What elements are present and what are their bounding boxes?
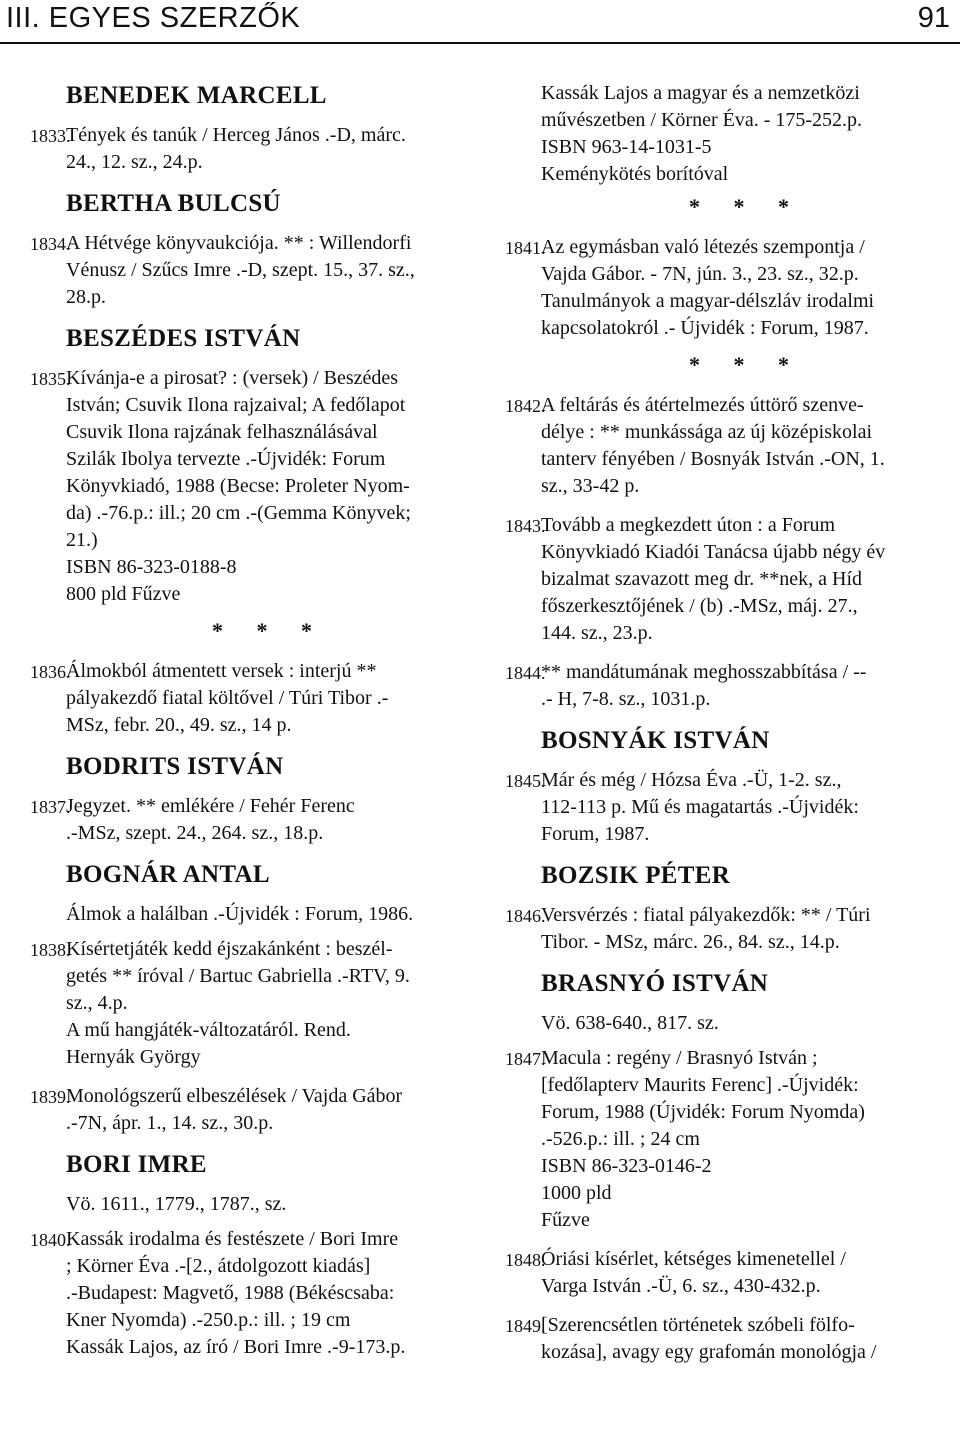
text-line: Fűzve: [541, 1209, 590, 1231]
text-line: sz., 33-42 p.: [541, 475, 640, 497]
text-line: sz., 4.p.: [66, 992, 128, 1014]
text-line: délye : ** munkássága az új középiskolai: [541, 421, 873, 443]
section-separator: * * *: [212, 618, 326, 643]
author-heading: BOSNYÁK ISTVÁN: [541, 727, 770, 754]
entry-1846: [505, 902, 951, 956]
text-line: 1000 pld: [541, 1182, 612, 1204]
text-line: Forum, 1987.: [541, 823, 650, 845]
text-line: ISBN 86-323-0188-8: [66, 556, 237, 578]
entry-1840: [30, 1226, 472, 1361]
author-note: Álmok a halálban .-Újvidék : Forum, 1986.: [66, 903, 414, 925]
text-line: kapcsolatokról .- Újvidék : Forum, 1987.: [541, 317, 869, 339]
text-line: A mű hangjáték-változatáról. Rend.: [66, 1019, 351, 1041]
entry-text: [66, 936, 472, 1071]
entry-1834: [30, 230, 472, 311]
text-line: kozása], avagy egy grafomán monológja /: [541, 1341, 877, 1363]
page-number: 91: [917, 2, 950, 34]
entry-text: [541, 512, 951, 647]
running-head: III. EGYES SZERZŐK: [6, 2, 301, 34]
entry-1848: [505, 1246, 951, 1300]
entry-text: [66, 365, 472, 608]
text-line: Csuvik Ilona rajzának felhasználásával: [66, 421, 378, 443]
text-line: Varga István .-Ü, 6. sz., 430-432.p.: [541, 1275, 821, 1297]
entry-1844: [505, 659, 951, 713]
text-line: főszerkesztőjének / (b) .-MSz, máj. 27.,: [541, 595, 858, 617]
text-line: [Szerencsétlen történetek szóbeli fölfo-: [541, 1314, 855, 1336]
page-header: [0, 0, 960, 46]
text-line: Versvérzés : fiatal pályakezdők: ** / Túri: [541, 904, 871, 926]
author-heading: BOZSIK PÉTER: [541, 862, 731, 889]
text-line: Vénusz / Szűcs Imre .-D, szept. 15., 37. sz.,: [66, 259, 415, 281]
author-note: Vö. 638-640., 817. sz.: [541, 1012, 719, 1034]
entry-1849: [505, 1312, 951, 1366]
entry-number: 1846.: [505, 906, 546, 926]
header-rule: [0, 42, 960, 44]
text-line: .-526.p.: ill. ; 24 cm: [541, 1128, 700, 1150]
text-line: Forum, 1988 (Újvidék: Forum Nyomda): [541, 1101, 865, 1123]
text-line: MSz, febr. 20., 49. sz., 14 p.: [66, 714, 292, 736]
entry-text: [541, 902, 951, 956]
text-line: Kassák Lajos a magyar és a nemzetközi: [541, 82, 860, 104]
entry-number: 1838.: [30, 940, 71, 960]
entry-text: [66, 793, 472, 847]
text-line: Tanulmányok a magyar-délszláv irodalmi: [541, 290, 875, 312]
entry-1845: [505, 767, 951, 848]
text-line: 144. sz., 23.p.: [541, 622, 653, 644]
entry-text: [541, 234, 951, 342]
author-heading: BORI IMRE: [66, 1151, 207, 1178]
entry-number: 1848.: [505, 1250, 546, 1270]
text-line: .-MSz, szept. 24., 264. sz., 18.p.: [66, 822, 324, 844]
entry-number: 1842.: [505, 396, 546, 416]
text-line: Könyvkiadó, 1988 (Becse: Proleter Nyom-: [66, 475, 410, 497]
entry-text: [541, 659, 951, 713]
text-line: Jegyzet. ** emlékére / Fehér Ferenc: [66, 795, 355, 817]
entry-1847: [505, 1045, 951, 1234]
author-heading: BESZÉDES ISTVÁN: [66, 325, 301, 352]
left-column: [30, 80, 472, 1373]
text-line: ISBN 963-14-1031-5: [541, 136, 712, 158]
entry-text: [541, 767, 951, 848]
text-line: .-Budapest: Magvető, 1988 (Békéscsaba:: [66, 1282, 395, 1304]
text-line: getés ** íróval / Bartuc Gabriella .-RTV, 9.: [66, 965, 410, 987]
entry-text: [66, 1083, 472, 1137]
text-line: Keménykötés borítóval: [541, 163, 729, 185]
entry-1836: [30, 658, 472, 739]
entry-continuation: [541, 80, 951, 188]
entry-text: [541, 1246, 951, 1300]
text-line: Az egymásban való létezés szempontja /: [541, 236, 865, 258]
entry-1843: [505, 512, 951, 647]
right-column: [505, 80, 951, 1378]
text-line: A Hétvége könyvaukciója. ** : Willendorfi: [66, 232, 412, 254]
section-separator: * * *: [689, 194, 803, 219]
entry-number: 1840.: [30, 1230, 71, 1250]
text-line: Kísértetjáték kedd éjszakánként : beszél-: [66, 938, 393, 960]
entry-number: 1844.: [505, 663, 546, 683]
entry-number: 1841.: [505, 238, 546, 258]
text-line: .-7N, ápr. 1., 14. sz., 30.p.: [66, 1112, 274, 1134]
text-line: 800 pld Fűzve: [66, 583, 181, 605]
text-line: Hernyák György: [66, 1046, 201, 1068]
text-line: [fedőlapterv Maurits Ferenc] .-Újvidék:: [541, 1074, 859, 1096]
text-line: ** mandátumának meghosszabbítása / --: [541, 661, 867, 683]
text-line: Könyvkiadó Kiadói Tanácsa újabb négy év: [541, 541, 886, 563]
entry-text: [541, 392, 951, 500]
entry-1835: [30, 365, 472, 608]
entry-text: [66, 230, 472, 311]
text-line: Álmokból átmentett versek : interjú **: [66, 660, 377, 682]
text-line: A feltárás és átértelmezés úttörő szenve-: [541, 394, 864, 416]
text-line: 21.): [66, 529, 98, 551]
text-line: István; Csuvik Ilona rajzaival; A fedőlapot: [66, 394, 406, 416]
text-line: bizalmat szavazott meg dr. **nek, a Híd: [541, 568, 863, 590]
entry-number: 1849.: [505, 1316, 546, 1336]
entry-text: [66, 122, 472, 176]
text-line: ISBN 86-323-0146-2: [541, 1155, 712, 1177]
author-heading: BERTHA BULCSÚ: [66, 190, 281, 217]
text-line: Tovább a megkezdett úton : a Forum: [541, 514, 836, 536]
entry-number: 1833.: [30, 126, 71, 146]
entry-text: [66, 1226, 472, 1361]
entry-1833: [30, 122, 472, 176]
text-line: da) .-76.p.: ill.; 20 cm .-(Gemma Könyvek;: [66, 502, 411, 524]
entry-text: [541, 1312, 951, 1366]
text-line: 28.p.: [66, 286, 106, 308]
text-line: Macula : regény / Brasnyó István ;: [541, 1047, 818, 1069]
text-line: Óriási kísérlet, kétséges kimenetellel /: [541, 1248, 846, 1270]
text-line: Vajda Gábor. - 7N, jún. 3., 23. sz., 32.p.: [541, 263, 859, 285]
text-line: Kner Nyomda) .-250.p.: ill. ; 19 cm: [66, 1309, 351, 1331]
text-line: Monológszerű elbeszélések / Vajda Gábor: [66, 1085, 403, 1107]
text-line: tanterv fényében / Bosnyák István .-ON, 1.: [541, 448, 885, 470]
author-heading: BENEDEK MARCELL: [66, 82, 327, 109]
text-line: .- H, 7-8. sz., 1031.p.: [541, 688, 711, 710]
text-line: 112-113 p. Mű és magatartás .-Újvidék:: [541, 796, 859, 818]
text-line: pályakezdő fiatal költővel / Túri Tibor .-: [66, 687, 389, 709]
text-line: Kassák Lajos, az író / Bori Imre .-9-173.p.: [66, 1336, 406, 1358]
entry-text: [66, 658, 472, 739]
author-heading: BOGNÁR ANTAL: [66, 861, 270, 888]
text-line: Kassák irodalma és festészete / Bori Imre: [66, 1228, 399, 1250]
entry-number: 1845.: [505, 771, 546, 791]
text-line: művészetben / Körner Éva. - 175-252.p.: [541, 109, 863, 131]
entry-number: 1836.: [30, 662, 71, 682]
entry-1841: [505, 234, 951, 342]
text-line: Tények és tanúk / Herceg János .-D, márc.: [66, 124, 406, 146]
entry-number: 1843.: [505, 516, 546, 536]
text-line: Tibor. - MSz, márc. 26., 84. sz., 14.p.: [541, 931, 840, 953]
text-line: ; Körner Éva .-[2., átdolgozott kiadás]: [66, 1255, 371, 1277]
entry-number: 1834.: [30, 234, 71, 254]
author-heading: BRASNYÓ ISTVÁN: [541, 970, 769, 997]
entry-text: [541, 1045, 951, 1234]
text-line: Már és még / Hózsa Éva .-Ü, 1-2. sz.,: [541, 769, 842, 791]
text-line: Szilák Ibolya tervezte .-Újvidék: Forum: [66, 448, 386, 470]
entry-1838: [30, 936, 472, 1071]
entry-number: 1839.: [30, 1087, 71, 1107]
entry-1837: [30, 793, 472, 847]
entry-number: 1847.: [505, 1049, 546, 1069]
entry-number: 1837.: [30, 797, 71, 817]
author-heading: BODRITS ISTVÁN: [66, 753, 284, 780]
text-line: 24., 12. sz., 24.p.: [66, 151, 203, 173]
entry-number: 1835.: [30, 369, 71, 389]
text-line: Kívánja-e a pirosat? : (versek) / Beszédes: [66, 367, 399, 389]
section-separator: * * *: [689, 352, 803, 377]
entry-1842: [505, 392, 951, 500]
author-note: Vö. 1611., 1779., 1787., sz.: [66, 1193, 287, 1215]
entry-1839: [30, 1083, 472, 1137]
